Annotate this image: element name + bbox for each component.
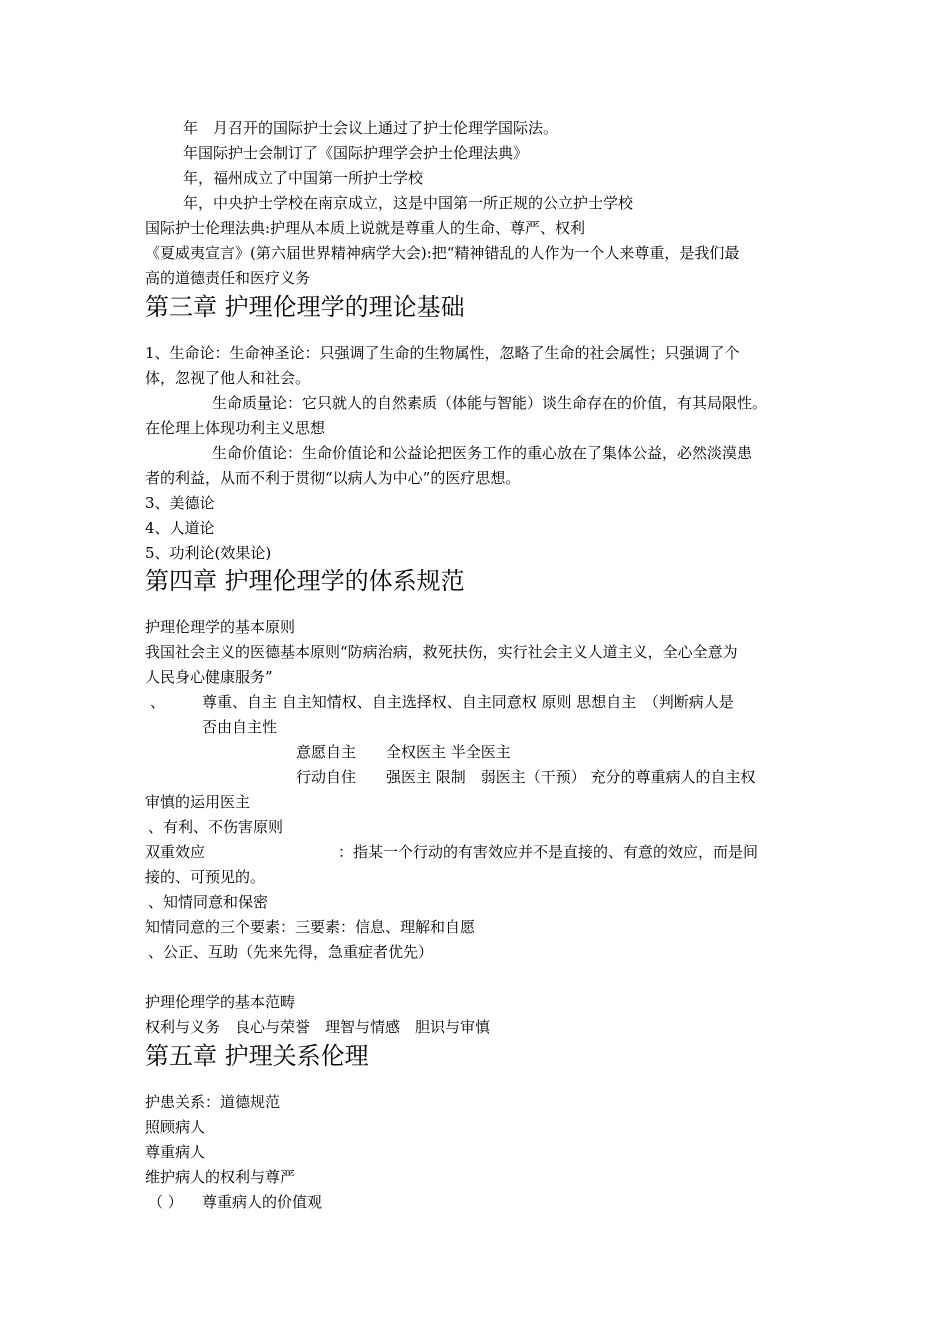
text-line: 者的利益，从而不利于贯彻“以病人为中心”的医疗思想。 — [145, 469, 521, 487]
text-line: 否由自主性 — [202, 718, 278, 736]
text-line: 国际护士伦理法典:护理从本质上说就是尊重人的生命、尊严、权利 — [145, 219, 586, 237]
text-line: 权利与义务 良心与荣誉 理智与情感 胆识与审慎 — [145, 1018, 491, 1036]
text-line: 年国际护士会制订了《国际护理学会护士伦理法典》 — [183, 144, 529, 162]
text-line: 年，福州成立了中国第一所护士学校 — [183, 169, 424, 187]
text-line: 生命质量论：它只就人的自然素质（体能与智能）谈生命存在的价值，有其局限性。 — [212, 394, 768, 412]
list-marker: 、 — [150, 693, 166, 711]
text-line: 1、生命论：生命神圣论：只强调了生命的生物属性，忽略了生命的社会属性；只强调了个 — [145, 344, 740, 362]
text-line: 护理伦理学的基本原则 — [145, 618, 296, 636]
text-line: 审慎的运用医主 — [145, 793, 251, 811]
text-line: 接的、可预见的。 — [145, 868, 266, 886]
text-line: ：指某一个行动的有害效应并不是直接的、有意的效应，而是间 — [338, 843, 759, 861]
text-line: 尊重、自主 自主知情权、自主选择权、自主同意权 原则 思想自主 （判断病人是 — [202, 693, 734, 711]
text-line: 4、人道论 — [145, 519, 215, 537]
text-line: 意愿自主 全权医主 半全医主 — [296, 743, 511, 761]
text-line: 尊重病人 — [145, 1143, 206, 1161]
text-line: 、有利、不伤害原则 — [148, 818, 284, 836]
text-line: 3、美德论 — [145, 494, 215, 512]
text-line: 维护病人的权利与尊严 — [145, 1168, 296, 1186]
text-line: 、知情同意和保密 — [148, 893, 269, 911]
text-line: 人民身心健康服务” — [145, 668, 273, 686]
chapter-heading-5: 第五章 护理关系伦理 — [145, 1042, 369, 1070]
chapter-heading-4: 第四章 护理伦理学的体系规范 — [145, 567, 465, 595]
text-line: 护患关系：道德规范 — [145, 1093, 281, 1111]
text-line: 行动自住 强医主 限制 弱医主（干预） 充分的尊重病人的自主权 — [296, 768, 756, 786]
term-label: 双重效应 — [145, 843, 206, 861]
text-line: 年 月召开的国际护士会议上通过了护士伦理学国际法。 — [183, 119, 559, 137]
text-line: 5、功利论(效果论) — [145, 544, 272, 562]
text-line: 《夏威夷宣言》(第六届世界精神病学大会):把“精神错乱的人作为一个人来尊重，是我们最 — [145, 244, 740, 262]
text-line: 护理伦理学的基本范畴 — [145, 993, 296, 1011]
chapter-heading-3: 第三章 护理伦理学的理论基础 — [145, 293, 465, 321]
text-line: 高的道德责任和医疗义务 — [145, 269, 311, 287]
text-line: 体，忽视了他人和社会。 — [145, 369, 311, 387]
text-line: 尊重病人的价值观 — [202, 1193, 323, 1211]
text-line: 生命价值论：生命价值论和公益论把医务工作的重心放在了集体公益，必然淡漠患 — [212, 444, 753, 462]
text-line: 知情同意的三个要素：三要素：信息、理解和自愿 — [145, 918, 476, 936]
text-line: 在伦理上体现功利主义思想 — [145, 419, 326, 437]
text-line: 我国社会主义的医德基本原则“防病治病，救死扶伤，实行社会主义人道主义，全心全意为 — [145, 643, 738, 661]
text-line: 、公正、互助（先来先得，急重症者优先） — [148, 943, 434, 961]
text-line: 年，中央护士学校在南京成立，这是中国第一所正规的公立护士学校 — [183, 194, 634, 212]
text-line: 照顾病人 — [145, 1118, 206, 1136]
list-marker: （ ） — [148, 1193, 183, 1211]
